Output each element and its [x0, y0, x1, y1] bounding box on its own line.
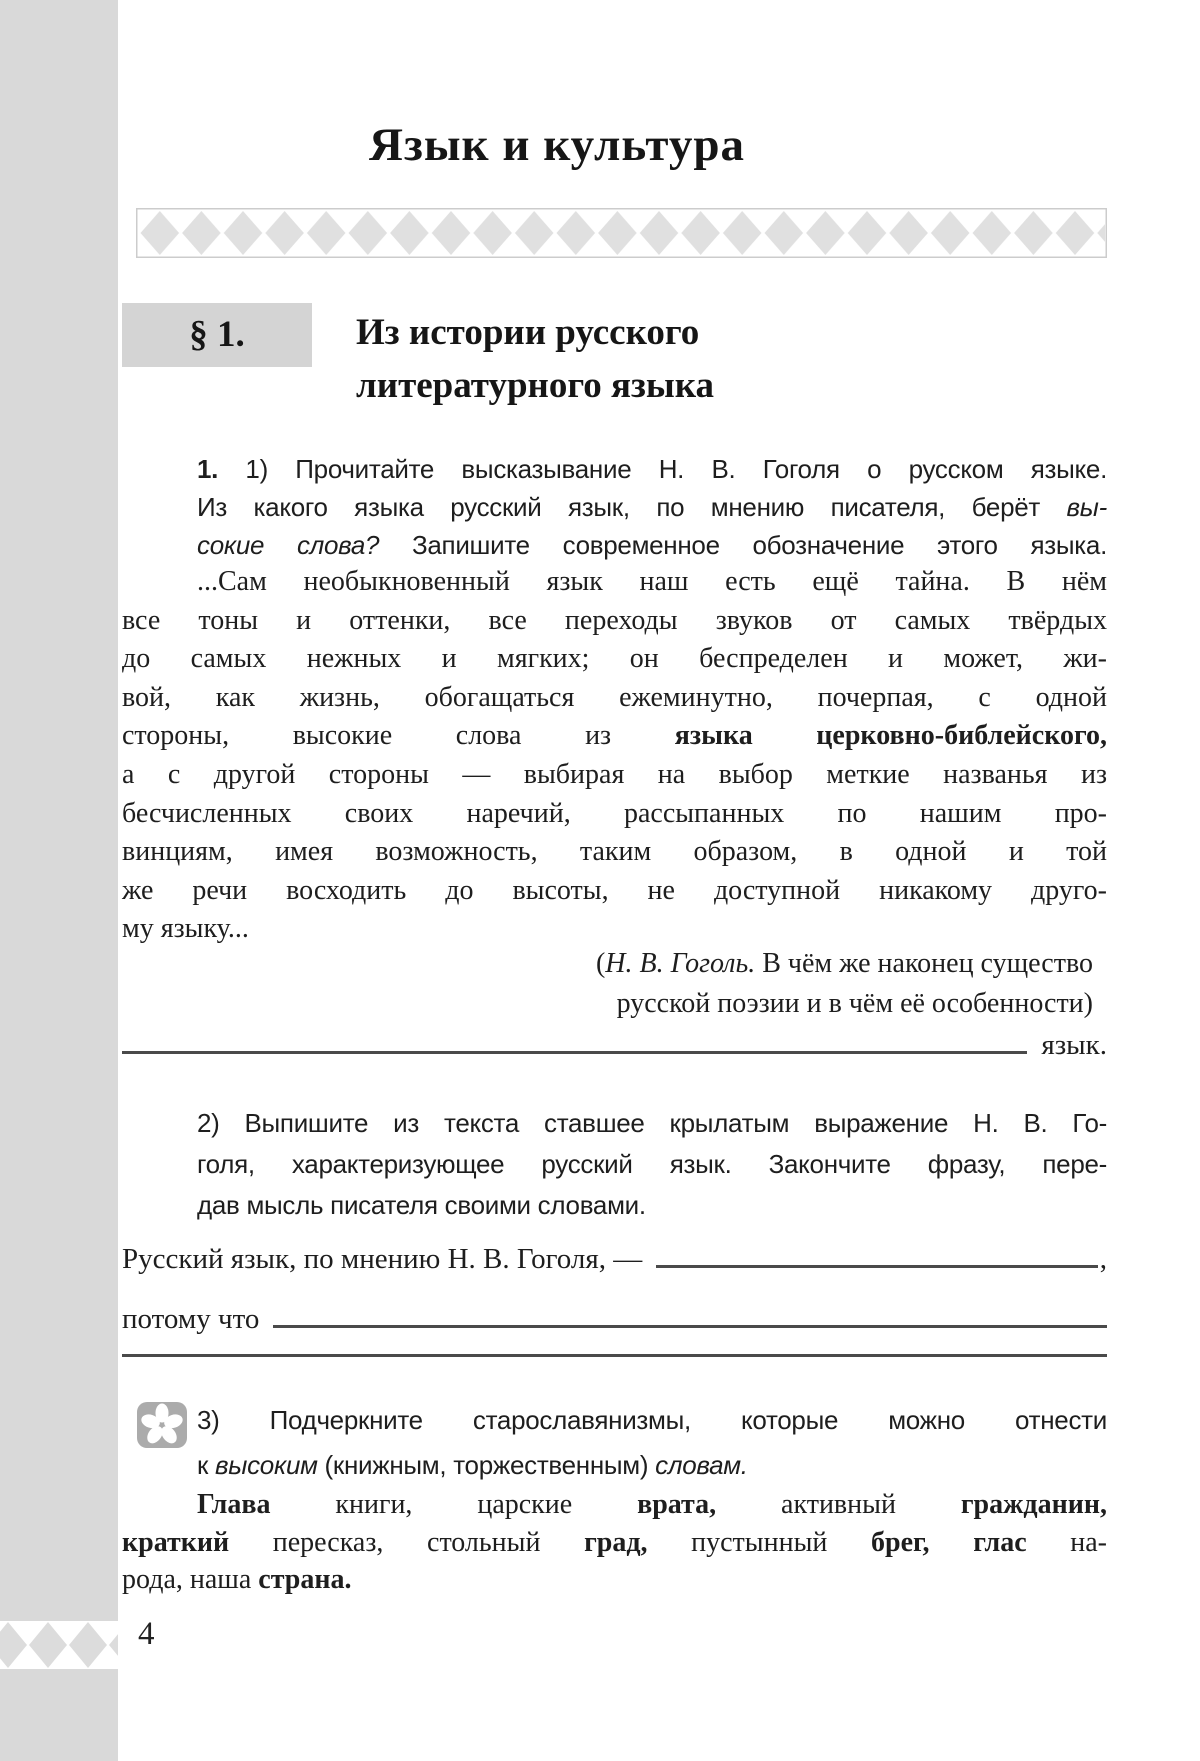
word-bold: гражданин, [960, 1489, 1107, 1520]
word-text: активный [716, 1489, 961, 1520]
task-2-line: 2) Выпишите из текста ставшее крылатым выражение Н. В. Го- [197, 1108, 1107, 1138]
word-text: рода, наша [122, 1564, 259, 1595]
task-3-line: 3) Подчеркните старославянизмы, которые можно отнести [197, 1405, 1107, 1435]
task-2-line: голя, характеризующее русский язык. Закончите фразу, пере- [197, 1149, 1107, 1179]
word-text: книги, царские [270, 1489, 638, 1520]
word-bold: врата, [637, 1489, 717, 1520]
word-list-line [122, 1561, 1107, 1599]
write-in-line [122, 1051, 1027, 1054]
word-list [122, 1486, 1107, 1599]
chapter-title: Язык и культура [369, 119, 745, 171]
word-bold: град, [584, 1526, 648, 1558]
flower-icon [137, 1402, 187, 1448]
diamond-band [136, 208, 1107, 258]
answer-lead: Русский язык, по мнению Н. В. Гоголя, — [122, 1243, 643, 1275]
task-1-line [197, 526, 1107, 564]
quote-line: ...Сам необыкновенный язык наш есть ещё тайна. В нём [197, 566, 1107, 597]
word-list-line [122, 1486, 1107, 1524]
answer-comma: , [1099, 1243, 1107, 1275]
section-title-line: Из истории русского [356, 312, 700, 353]
quote-text-bold: языка церковно-библейского, [674, 720, 1107, 752]
write-in-rule [122, 1354, 1107, 1357]
word-bold: страна. [258, 1564, 352, 1595]
section-number: § 1. [122, 303, 312, 367]
task-2-line: дав мысль писателя своими словами. [197, 1190, 646, 1220]
quote-line: а с другой стороны — выбирая на выбор меткие названья из [122, 758, 1107, 790]
word-bold: брег, [871, 1526, 930, 1558]
attribution-author: Н. В. Гоголь. [605, 948, 756, 979]
task-1-text: Запишите современное обозначение этого языка. [379, 530, 1107, 560]
quote-line: же речи восходить до высоты, не доступной никакому друго- [122, 874, 1107, 906]
task-1-number: 1. [197, 454, 219, 484]
word-list-line [122, 1524, 1107, 1562]
quote-paragraph [122, 563, 1107, 949]
task-3-text-italic: словам. [655, 1450, 748, 1480]
quote-text: стороны, высокие слова из [122, 720, 675, 752]
section-title-line: литературного языка [356, 365, 715, 406]
task-3-line [197, 1443, 1107, 1488]
word-bold: краткий [122, 1526, 230, 1558]
quote-line: до самых нежных и мягких; он беспределен и может, жи- [122, 643, 1107, 675]
task-1-text-italic: вы- [1066, 492, 1107, 522]
word-text [930, 1527, 974, 1558]
quote-attribution [122, 944, 1093, 1024]
word-bold: Глава [197, 1489, 271, 1520]
word-text: пересказ, стольный [229, 1526, 585, 1558]
task-3-text: (книжным, торжественным) [317, 1450, 656, 1480]
task-3-text [197, 1398, 1107, 1488]
attribution-line [122, 944, 1093, 984]
task-2-text [197, 1103, 1107, 1226]
section-title [356, 306, 1056, 412]
quote-line [122, 717, 1107, 756]
task-1-text-italic: сокие слова? [197, 530, 380, 560]
answer-line-language [122, 1022, 1117, 1062]
answer-lead: потому что [122, 1303, 260, 1335]
attribution-text: В чём же наконец существо [755, 948, 1093, 979]
task-3-text: к [197, 1450, 215, 1480]
attribution-line: русской поэзии и в чём её особенности) [616, 988, 1093, 1019]
word-text: на- [1026, 1526, 1107, 1558]
answer-line-1 [122, 1234, 1107, 1276]
page-number: 4 [138, 1616, 155, 1652]
word-bold: глас [973, 1526, 1027, 1558]
quote-line: винциям, имея возможность, таким образом, в одной и той [122, 836, 1107, 868]
word-text: пустынный [647, 1526, 871, 1558]
answer-line-2 [122, 1294, 1107, 1336]
task-1-line [197, 488, 1107, 526]
quote-line: вой, как жизнь, обогащаться ежеминутно, почерпая, с одной [122, 681, 1107, 713]
task-1-line [197, 450, 1107, 488]
write-in-line [273, 1325, 1107, 1328]
quote-line: бесчисленных своих наречий, рассыпанных по нашим про- [122, 797, 1107, 829]
footer-diamond-band [0, 1621, 118, 1669]
write-in-line [656, 1265, 1098, 1268]
task-1-intro [197, 450, 1107, 564]
attribution-paren: ( [595, 948, 606, 979]
task-1-text: Из какого языка русский язык, по мнению писателя, берёт [197, 492, 1067, 522]
left-margin-strip [0, 0, 118, 1761]
task-3-text-italic: высоким [215, 1450, 318, 1480]
quote-line: все тоны и оттенки, все переходы звуков от самых твёрдых [122, 604, 1107, 636]
quote-line: му языку... [122, 913, 249, 945]
task-1-text: 1) Прочитайте высказывание Н. В. Гоголя о русском языке. [218, 454, 1107, 484]
answer-suffix: язык. [1041, 1029, 1107, 1061]
